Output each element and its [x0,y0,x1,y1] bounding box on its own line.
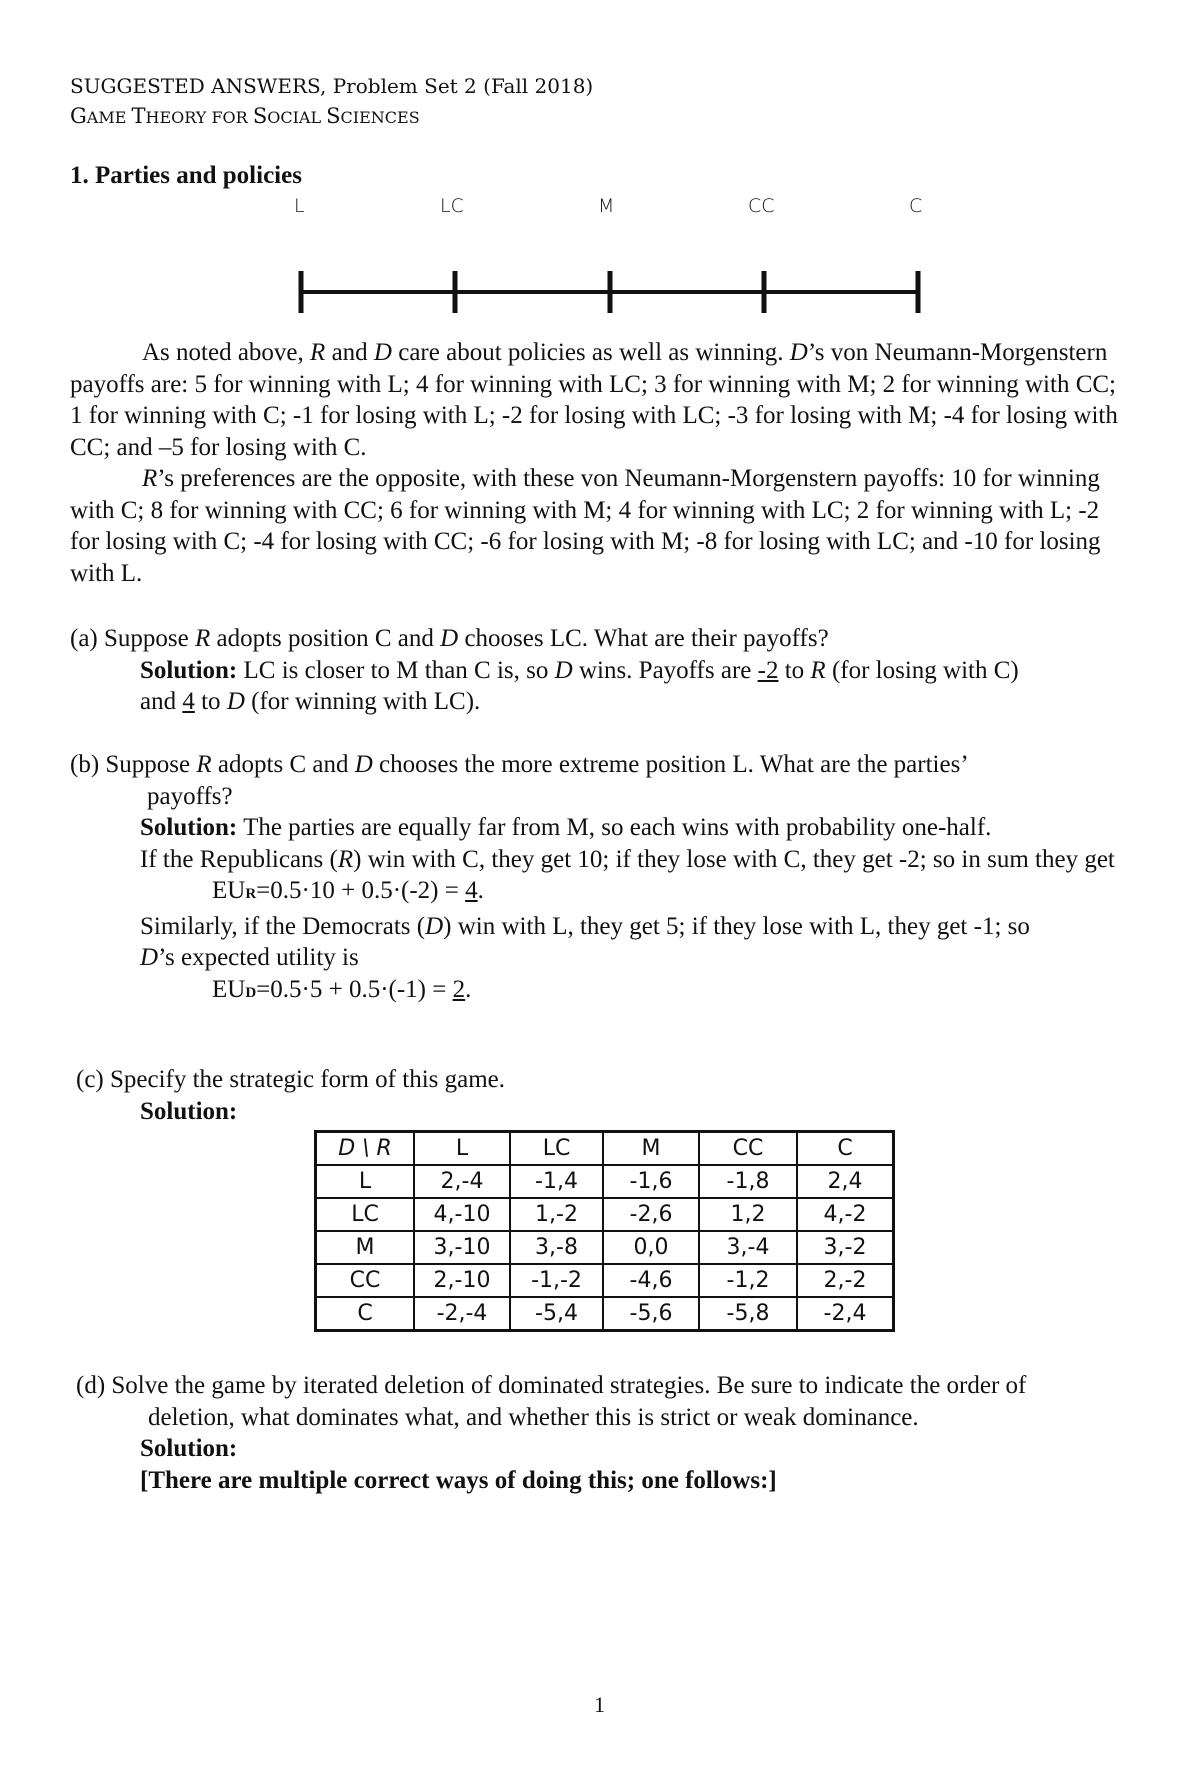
part-c-solution-label: Solution: [140,1097,238,1125]
payoff-cell: 3,-2 [797,1231,894,1264]
part-b-eq-r: EUR=0.5·10 + 0.5·(-2) = 4. [212,877,484,904]
row-header: LC [316,1198,415,1231]
page-number: 1 [594,1692,605,1717]
payoff-cell: -1,-2 [510,1264,603,1297]
payoff-cell: -5,8 [699,1297,797,1331]
payoff-header-row [316,1132,894,1166]
part-d [76,1370,1136,1496]
part-a-solution: Solution: LC is closer to M than C is, so D wins. Payoffs are -2 to R (for losing with C) [140,656,1019,684]
table-row [316,1165,894,1198]
col-header: L [414,1132,510,1166]
payoff-cell: -1,6 [603,1165,699,1198]
payoff-cell: 0,0 [603,1231,699,1264]
payoff-cell: -1,4 [510,1165,603,1198]
payoff-table [314,1130,895,1332]
part-b-question: (b) Suppose R adopts C and D chooses the more extreme position L. What are the parties’ [70,751,969,778]
table-corner: D \ R [316,1132,415,1166]
part-b [70,749,1130,1009]
position-label-lc: LC [440,195,464,217]
table-row [316,1264,894,1297]
payoff-cell: 1,-2 [510,1198,603,1231]
payoff-cell: -2,4 [797,1297,894,1331]
col-header: CC [699,1132,797,1166]
row-header: M [316,1231,415,1264]
payoff-cell: 3,-10 [414,1231,510,1264]
part-c [76,1064,1136,1127]
payoff-cell: -4,6 [603,1264,699,1297]
payoff-cell: -5,4 [510,1297,603,1331]
table-row [316,1198,894,1231]
part-a-question: (a) Suppose R adopts position C and D chooses LC. What are their payoffs? [70,625,829,652]
payoff-cell: 2,-2 [797,1264,894,1297]
payoff-cell: 4,-10 [414,1198,510,1231]
intro-paragraph-1: As noted above, R and D care about policies as well as winning. D’s von Neumann-Morgenstern payoffs are: 5 for winning with L; 4 for winning with LC; 3 for winning with M; 2 for winning with CC; 1 for winning with C; -1 for losing with L; -2 for losing with LC; -3 for losing with M; -4 for losing with CC; and –5 for losing with C. [70,339,1118,461]
header-line-1: SUGGESTED ANSWERS, Problem Set 2 (Fall 2018) [70,74,594,98]
part-b-solution: Solution: The parties are equally far from M, so each wins with probability one-half. [140,814,992,841]
payoff-cell: -1,8 [699,1165,797,1198]
payoff-cell: -2,6 [603,1198,699,1231]
part-b-democrats: Similarly, if the Democrats (D) win with L, they get 5; if they lose with L, they get -1; so [140,912,1030,940]
col-header: C [797,1132,894,1166]
col-header: LC [510,1132,603,1166]
part-b-question-cont: payoffs? [147,782,233,810]
payoff-cell: -1,2 [699,1264,797,1297]
part-d-question-cont: deletion, what dominates what, and whether this is strict or weak dominance. [148,1403,919,1431]
row-header: CC [316,1264,415,1297]
payoff-cell: 4,-2 [797,1198,894,1231]
part-b-eq-d: EUD=0.5·5 + 0.5·(-1) = 2. [212,975,472,1003]
part-d-question: (d) Solve the game by iterated deletion of dominated strategies. Be sure to indicate the order of [76,1372,1027,1399]
payoff-cell: 3,-4 [699,1231,797,1264]
intro-paragraph-2: R’s preferences are the opposite, with these von Neumann-Morgenstern payoffs: 10 for winning with C; 8 for winning with CC; 6 for winning with M; 4 for winning with LC; 2 for winning with L; -2 for losing with C; -4 for losing with CC; -6 for losing with M; -8 for losing with LC; and -10 for losing with L. [70,465,1101,587]
part-a [70,623,1130,718]
row-header: C [316,1297,415,1331]
position-label-m: M [598,195,615,217]
position-label-l: L [294,195,305,217]
col-header: M [603,1132,699,1166]
payoff-cell: -2,-4 [414,1297,510,1331]
part-b-republicans: If the Republicans (R) win with C, they get 10; if they lose with C, they get -2; so in sum they get [140,845,1115,873]
part-d-note: [There are multiple correct ways of doing this; one follows:] [140,1466,777,1494]
header-line-2: GAME THEORY FOR SOCIAL SCIENCES [70,104,420,128]
section-title: 1. Parties and policies [70,162,302,189]
payoff-cell: 1,2 [699,1198,797,1231]
part-c-question: (c) Specify the strategic form of this game. [76,1066,506,1093]
payoff-cell: -5,6 [603,1297,699,1331]
table-row [316,1297,894,1331]
payoff-cell: 2,4 [797,1165,894,1198]
position-label-c: C [909,195,923,217]
part-d-solution-label: Solution: [140,1435,238,1462]
part-a-solution-cont: and 4 to D (for winning with LC). [140,688,481,715]
payoff-cell: 2,-10 [414,1264,510,1297]
table-row [316,1231,894,1264]
policy-spectrum-line [290,266,930,318]
payoff-cell: 3,-8 [510,1231,603,1264]
payoff-cell: 2,-4 [414,1165,510,1198]
position-label-cc: CC [748,195,775,217]
row-header: L [316,1165,415,1198]
part-b-democrats-cont: D’s expected utility is [140,944,359,971]
